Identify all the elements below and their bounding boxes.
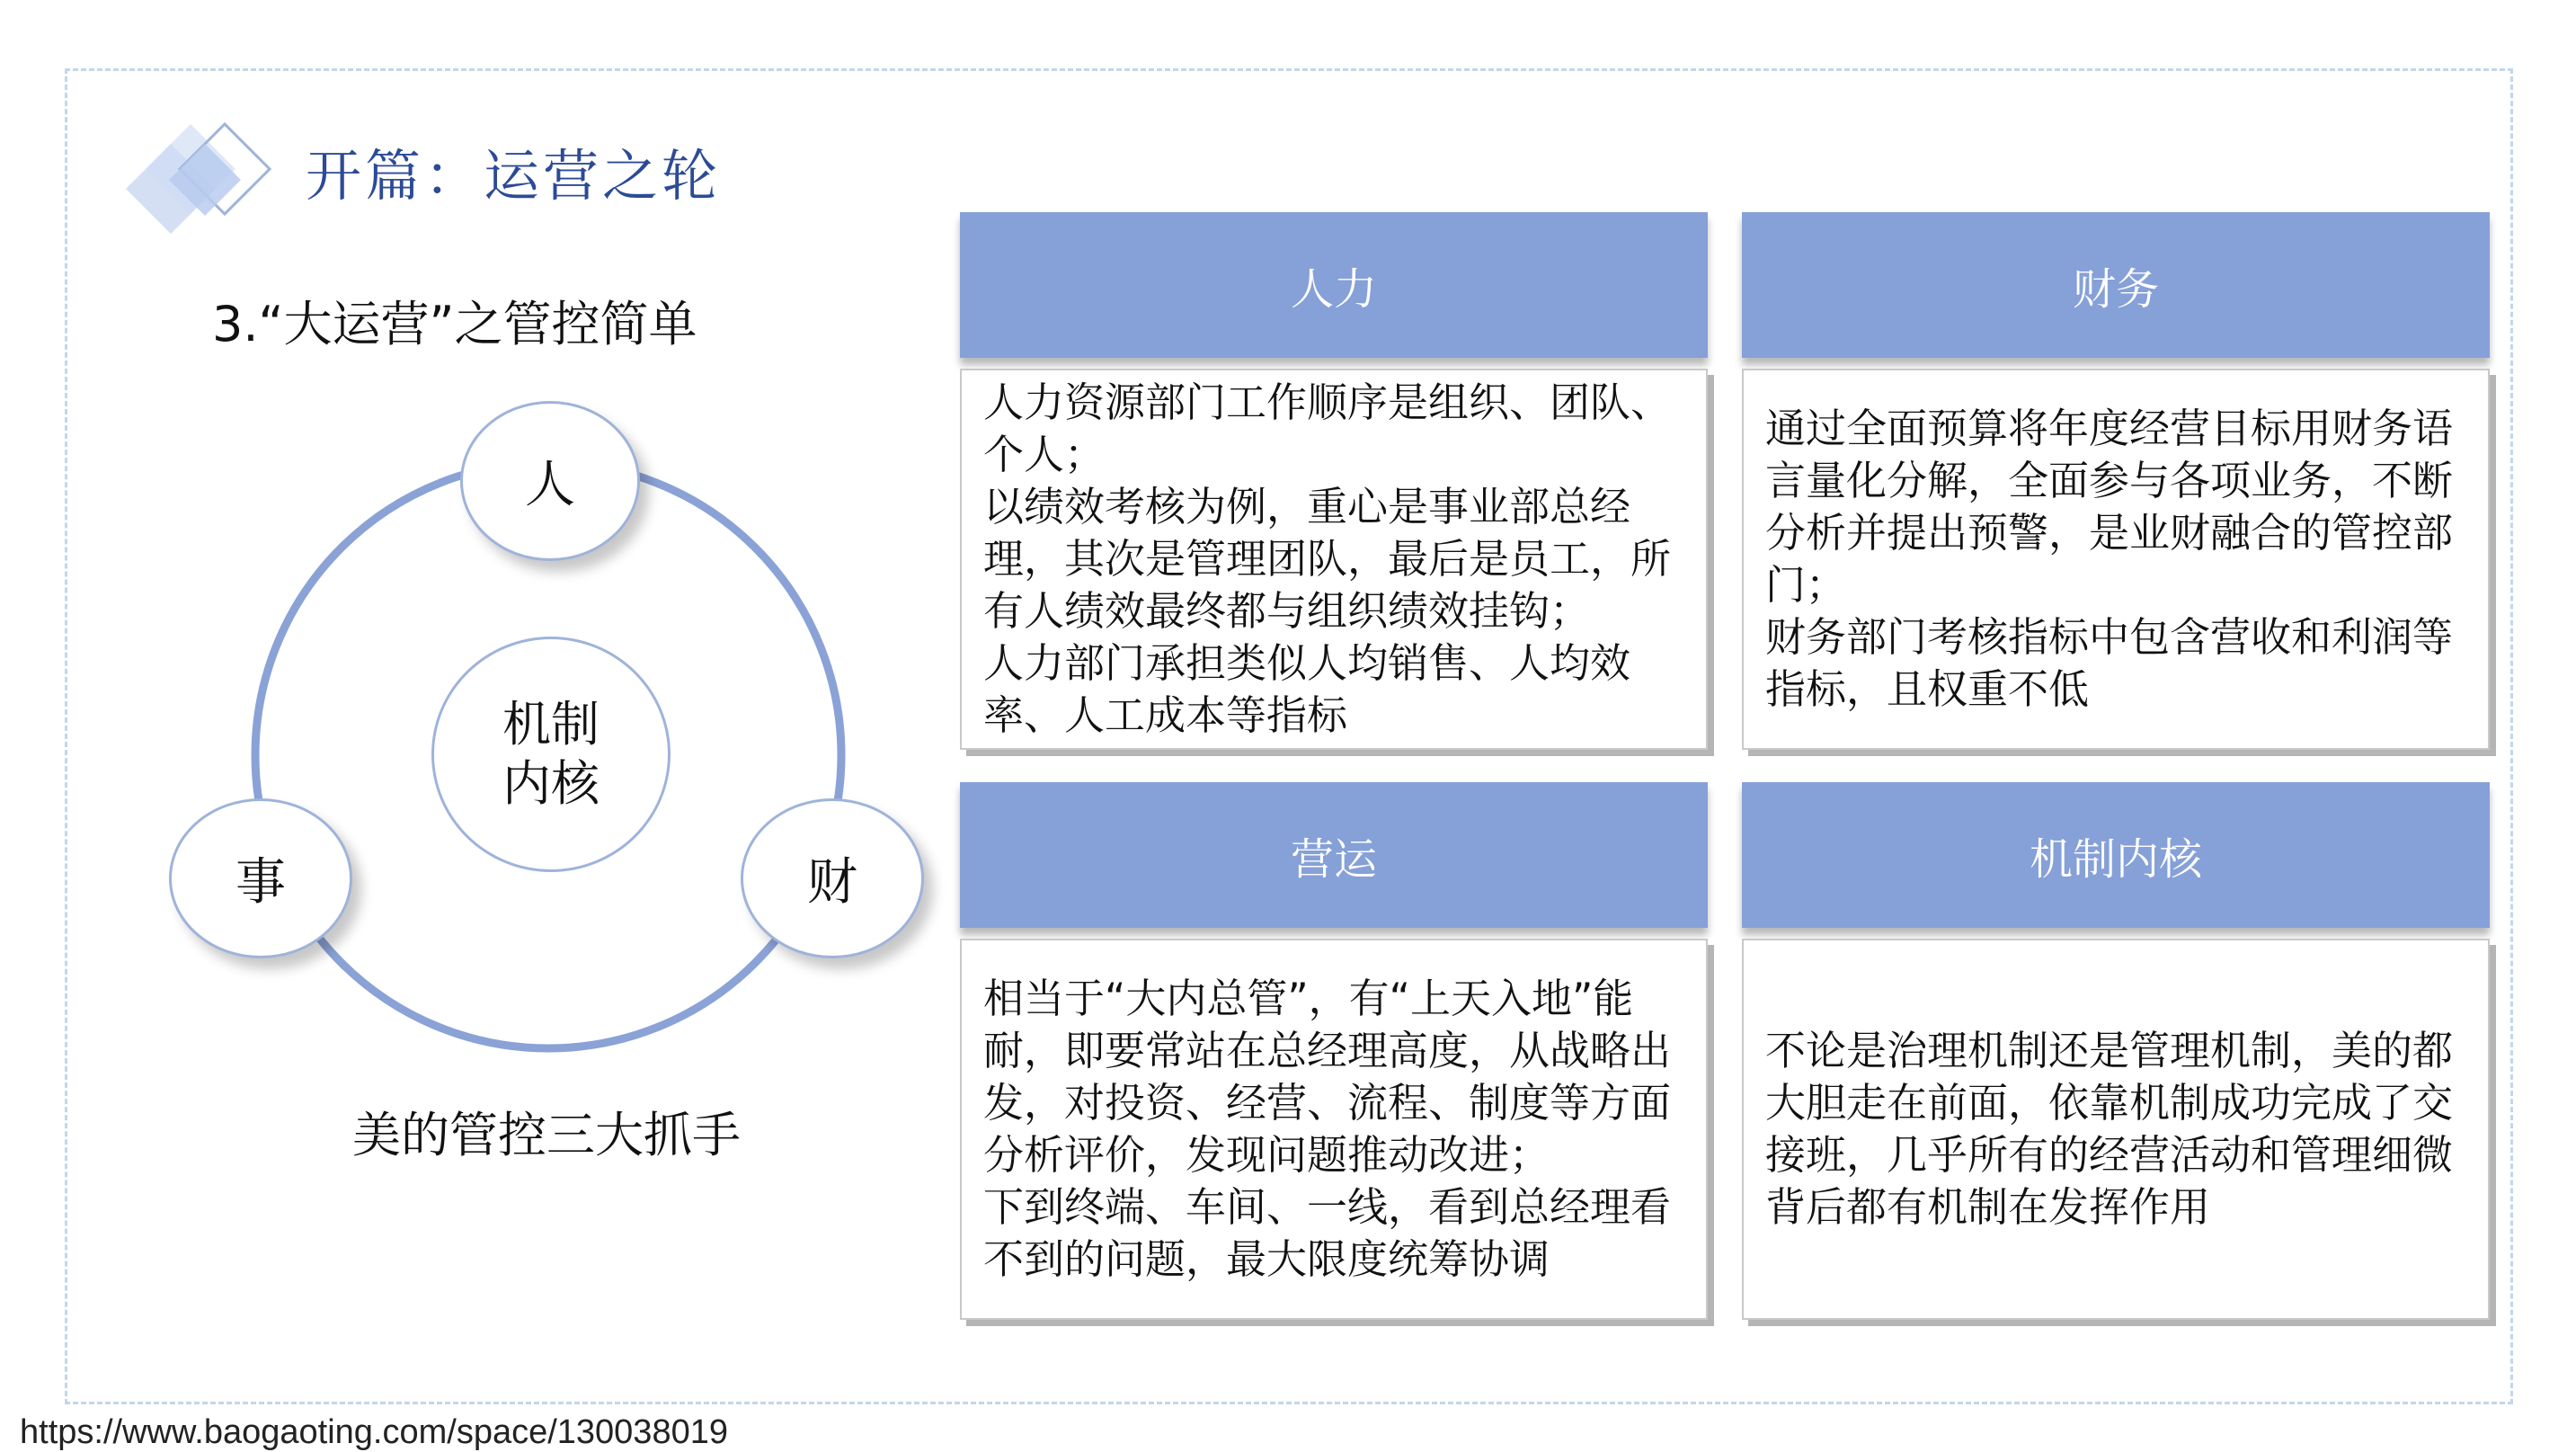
card-text: 通过全面预算将年度经营目标用财务语言量化分解，全面参与各项业务，不断分析并提出预警，是业财融合的管控部门； 财务部门考核指标中包含营收和利润等指标，且权重不低	[1765, 405, 2454, 713]
card-title: 人力	[1290, 263, 1377, 315]
card-header-operations	[960, 782, 1708, 928]
core-circle: 机制 内核	[431, 637, 671, 872]
node-finance: 财	[741, 798, 924, 958]
card-title: 机制内核	[2029, 833, 2202, 885]
diagram-caption: 美的管控三大抓手	[352, 1107, 741, 1163]
node-people: 人	[460, 401, 640, 561]
card-text: 相当于“大内总管”，有“上天入地”能耐，即要常站在总经理高度，从战略出发，对投资、经营、流程、制度等方面分析评价，发现问题推动改进； 下到终端、车间、一线，看到总经理看不到的问题，最大限度统筹协调	[983, 975, 1672, 1283]
card-text: 人力资源部门工作顺序是组织、团队、个人； 以绩效考核为例，重心是事业部总经理，其次是管理团队，最后是员工，所有人绩效最终都与组织绩效挂钩； 人力部门承担类似人均销售、人均效率、人工成本等指标	[983, 379, 1672, 739]
card-body-mechanism	[1742, 939, 2490, 1320]
card-header-hr	[960, 212, 1708, 358]
node-affairs: 事	[169, 798, 352, 958]
card-header-finance	[1742, 212, 2490, 358]
card-header-mechanism	[1742, 782, 2490, 928]
card-body-hr	[960, 369, 1708, 750]
card-title: 营运	[1290, 833, 1377, 885]
card-body-operations	[960, 939, 1708, 1320]
three-levers-diagram	[162, 396, 935, 1079]
slide-title: 开篇：运营之轮	[306, 143, 722, 209]
source-url[interactable]: https://www.baogaoting.com/space/130038019	[20, 1413, 728, 1451]
card-body-finance	[1742, 369, 2490, 750]
card-title: 财务	[2072, 263, 2159, 315]
diamond-logo-icon	[90, 106, 279, 259]
slide-subtitle: 3.“大运营”之管控简单	[212, 296, 697, 352]
card-text: 不论是治理机制还是管理机制，美的都大胆走在前面，依靠机制成功完成了交接班，几乎所有的经营活动和管理细微背后都有机制在发挥作用	[1765, 1027, 2454, 1231]
